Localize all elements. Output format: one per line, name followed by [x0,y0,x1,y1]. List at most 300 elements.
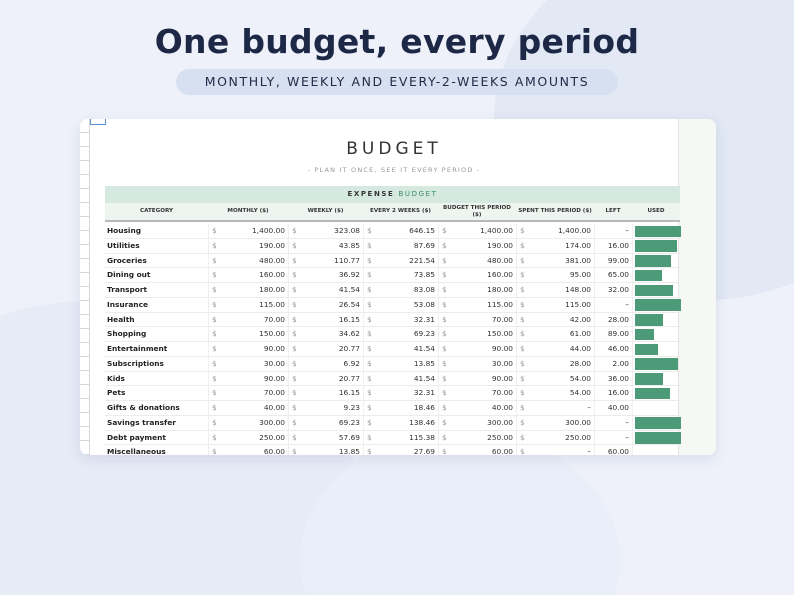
currency-symbol: $ [212,432,217,442]
left-cell[interactable]: 28.00 [594,313,632,327]
table-row[interactable] [105,386,680,401]
currency-symbol: $ [212,373,217,383]
amount-value: 70.00 [263,388,285,398]
used-cell[interactable] [632,298,680,312]
column-header[interactable]: USED [647,208,665,215]
currency-symbol: $ [442,255,447,265]
currency-symbol: $ [442,358,447,368]
used-progress-bar [635,358,678,370]
spent-period-cell[interactable] [516,431,594,445]
amount-value: 32.31 [413,314,435,324]
biweekly-cell[interactable] [363,357,438,371]
amount-value: 148.00 [565,285,591,294]
amount-value: 6.92 [343,358,360,368]
column-header[interactable]: EVERY 2 WEEKS ($) [370,208,431,215]
table-row[interactable] [105,313,680,328]
biweekly-cell[interactable] [363,431,438,445]
section-title-bold: EXPENSE [347,190,395,198]
amount-value: 300.00 [487,417,513,427]
currency-symbol: $ [292,240,297,250]
spent-period-cell[interactable] [516,268,594,282]
table-row[interactable] [105,283,680,298]
used-progress-bar [635,240,677,252]
spent-period-cell[interactable] [516,239,594,253]
amount-value: 60.00 [491,447,513,455]
amount-value: 1,400.00 [558,226,591,235]
amount-value: 115.38 [409,432,435,442]
used-progress-bar [635,255,671,267]
category-cell[interactable]: Transport [107,285,148,294]
left-cell[interactable]: 46.00 [594,342,632,356]
amount-value: 9.23 [343,403,360,412]
currency-symbol: $ [292,432,297,442]
currency-symbol: $ [212,314,217,324]
biweekly-cell[interactable] [363,342,438,356]
currency-symbol: $ [292,388,297,398]
left-cell[interactable]: – [594,416,632,430]
category-cell[interactable]: Subscriptions [107,358,164,368]
monthly-cell[interactable] [208,224,288,238]
amount-value: 480.00 [259,255,285,265]
budget-period-cell[interactable] [438,224,516,238]
budget-period-cell[interactable] [438,254,516,268]
currency-symbol: $ [367,329,372,339]
amount-value: 160.00 [259,270,285,280]
left-cell[interactable]: 99.00 [594,254,632,268]
monthly-cell[interactable] [208,416,288,430]
currency-symbol: $ [367,432,372,442]
spent-period-cell[interactable] [516,254,594,268]
category-cell[interactable]: Shopping [107,329,147,339]
category-cell[interactable]: Kids [107,373,125,383]
monthly-cell[interactable] [208,327,288,341]
table-row[interactable] [105,268,680,283]
currency-symbol: $ [292,373,297,383]
headline: One budget, every period [154,22,640,61]
left-cell[interactable]: – [594,224,632,238]
amount-value: 41.54 [413,344,435,353]
amount-value: 115.00 [487,299,513,309]
currency-symbol: $ [442,314,447,324]
biweekly-cell[interactable] [363,372,438,386]
weekly-cell[interactable] [288,239,363,253]
amount-value: 110.77 [334,255,360,265]
biweekly-cell[interactable] [363,224,438,238]
currency-symbol: $ [212,358,217,368]
amount-value: 73.85 [413,270,435,280]
amount-value: 160.00 [487,270,513,280]
amount-value: 16.15 [338,388,360,398]
amount-value: 180.00 [487,285,513,294]
spent-period-cell[interactable] [516,357,594,371]
budget-period-cell[interactable] [438,372,516,386]
amount-value: 20.77 [338,373,360,383]
category-cell[interactable]: Housing [107,226,142,235]
budget-period-cell[interactable] [438,327,516,341]
amount-value: 40.00 [263,403,285,412]
amount-value: 53.08 [413,299,435,309]
biweekly-cell[interactable] [363,327,438,341]
amount-value: 190.00 [487,240,513,250]
biweekly-cell[interactable] [363,313,438,327]
weekly-cell[interactable] [288,342,363,356]
used-cell[interactable] [632,416,680,430]
monthly-cell[interactable] [208,342,288,356]
table-row[interactable] [105,224,680,239]
monthly-cell[interactable] [208,445,288,455]
amount-value: 300.00 [259,417,285,427]
currency-symbol: $ [520,358,525,368]
used-progress-bar [635,432,681,444]
table-row[interactable] [105,416,680,431]
spent-period-cell[interactable] [516,342,594,356]
currency-symbol: $ [367,388,372,398]
used-cell[interactable] [632,445,680,455]
amount-value: 26.54 [338,299,360,309]
currency-symbol: $ [212,240,217,250]
currency-symbol: $ [520,329,525,339]
weekly-cell[interactable] [288,224,363,238]
biweekly-cell[interactable] [363,268,438,282]
currency-symbol: $ [442,240,447,250]
budget-period-cell[interactable] [438,298,516,312]
used-cell[interactable] [632,342,680,356]
amount-value: 190.00 [259,240,285,250]
weekly-cell[interactable] [288,327,363,341]
currency-symbol: $ [442,299,447,309]
monthly-cell[interactable] [208,357,288,371]
table-row[interactable] [105,342,680,357]
left-cell[interactable]: 65.00 [594,268,632,282]
spent-period-cell[interactable] [516,283,594,297]
spent-period-cell[interactable] [516,386,594,400]
amount-value: 18.46 [413,403,435,412]
table-row[interactable] [105,431,680,446]
category-cell[interactable]: Dining out [107,270,151,280]
currency-symbol: $ [292,285,297,294]
left-cell[interactable]: 32.00 [594,283,632,297]
table-row[interactable] [105,372,680,387]
amount-value: 27.69 [413,447,435,455]
category-cell[interactable]: Gifts & donations [107,403,180,412]
amount-value: 13.85 [338,447,360,455]
spent-period-cell[interactable] [516,401,594,415]
monthly-cell[interactable] [208,268,288,282]
amount-value: 54.00 [569,388,591,398]
weekly-cell[interactable] [288,298,363,312]
currency-symbol: $ [212,417,217,427]
used-cell[interactable] [632,386,680,400]
used-cell[interactable] [632,268,680,282]
used-cell[interactable] [632,254,680,268]
column-header[interactable]: BUDGET THIS PERIOD ($) [443,205,511,218]
amount-value: – [587,403,591,412]
amount-value: 87.69 [413,240,435,250]
currency-symbol: $ [212,285,217,294]
category-cell[interactable]: Pets [107,388,126,398]
spent-period-cell[interactable] [516,224,594,238]
currency-symbol: $ [367,299,372,309]
selected-cell[interactable] [90,119,106,125]
currency-symbol: $ [367,447,372,455]
budget-period-cell[interactable] [438,386,516,400]
column-header[interactable]: MONTHLY ($) [227,208,269,215]
currency-symbol: $ [520,285,525,294]
currency-symbol: $ [292,447,297,455]
amount-value: 70.00 [491,314,513,324]
currency-symbol: $ [520,240,525,250]
currency-symbol: $ [520,270,525,280]
used-progress-bar [635,344,658,356]
weekly-cell[interactable] [288,357,363,371]
currency-symbol: $ [442,373,447,383]
amount-value: 30.00 [263,358,285,368]
column-header[interactable]: CATEGORY [139,208,174,215]
left-cell[interactable]: 16.00 [594,386,632,400]
left-cell[interactable]: 60.00 [594,445,632,455]
table-row[interactable] [105,357,680,372]
used-progress-bar [635,314,663,326]
biweekly-cell[interactable] [363,401,438,415]
weekly-cell[interactable] [288,254,363,268]
currency-symbol: $ [292,299,297,309]
budget-period-cell[interactable] [438,313,516,327]
amount-value: 138.46 [409,417,435,427]
sheet-title: BUDGET [346,139,442,159]
amount-value: 44.00 [569,344,591,353]
currency-symbol: $ [520,388,525,398]
currency-symbol: $ [292,255,297,265]
currency-symbol: $ [367,240,372,250]
table-row[interactable] [105,401,680,416]
currency-symbol: $ [212,255,217,265]
budget-period-cell[interactable] [438,431,516,445]
monthly-cell[interactable] [208,431,288,445]
amount-value: 250.00 [565,432,591,442]
left-cell[interactable]: 2.00 [594,357,632,371]
monthly-cell[interactable] [208,313,288,327]
amount-value: 41.54 [413,373,435,383]
used-cell[interactable] [632,357,680,371]
amount-value: 115.00 [259,299,285,309]
category-cell[interactable]: Debt payment [107,432,166,442]
category-cell[interactable]: Groceries [107,255,147,265]
amount-value: 57.69 [338,432,360,442]
amount-value: 95.00 [569,270,591,280]
table-row[interactable] [105,298,680,313]
table-row[interactable] [105,254,680,269]
amount-value: – [587,447,591,455]
weekly-cell[interactable] [288,386,363,400]
amount-value: 16.15 [338,314,360,324]
currency-symbol: $ [212,344,217,353]
table-row[interactable] [105,445,680,455]
spreadsheet-window [80,119,716,455]
spent-period-cell[interactable] [516,416,594,430]
weekly-cell[interactable] [288,372,363,386]
used-cell[interactable] [632,283,680,297]
monthly-cell[interactable] [208,401,288,415]
column-header[interactable]: LEFT [605,208,621,215]
currency-symbol: $ [442,432,447,442]
used-progress-bar [635,373,663,385]
spent-period-cell[interactable] [516,327,594,341]
left-cell[interactable]: 40.00 [594,401,632,415]
currency-symbol: $ [292,314,297,324]
currency-symbol: $ [367,270,372,280]
monthly-cell[interactable] [208,254,288,268]
used-progress-bar [635,388,670,400]
amount-value: 90.00 [491,373,513,383]
currency-symbol: $ [212,329,217,339]
amount-value: 41.54 [338,285,360,294]
currency-symbol: $ [520,373,525,383]
biweekly-cell[interactable] [363,239,438,253]
weekly-cell[interactable] [288,445,363,455]
left-cell[interactable]: 36.00 [594,372,632,386]
biweekly-cell[interactable] [363,298,438,312]
category-cell[interactable]: Insurance [107,299,148,309]
currency-symbol: $ [520,226,525,235]
amount-value: 32.31 [413,388,435,398]
used-progress-bar [635,417,681,429]
biweekly-cell[interactable] [363,283,438,297]
biweekly-cell[interactable] [363,416,438,430]
left-cell[interactable]: 16.00 [594,239,632,253]
amount-value: 90.00 [491,344,513,353]
currency-symbol: $ [442,447,447,455]
table-row[interactable] [105,239,680,254]
spent-period-cell[interactable] [516,313,594,327]
currency-symbol: $ [442,403,447,412]
used-cell[interactable] [632,431,680,445]
amount-value: 115.00 [565,299,591,309]
monthly-cell[interactable] [208,239,288,253]
currency-symbol: $ [367,373,372,383]
weekly-cell[interactable] [288,313,363,327]
budget-period-cell[interactable] [438,401,516,415]
used-progress-bar [635,299,681,311]
currency-symbol: $ [520,432,525,442]
biweekly-cell[interactable] [363,445,438,455]
currency-symbol: $ [520,314,525,324]
amount-value: 40.00 [491,403,513,412]
budget-period-cell[interactable] [438,239,516,253]
amount-value: 180.00 [259,285,285,294]
currency-symbol: $ [520,299,525,309]
currency-symbol: $ [520,344,525,353]
used-progress-bar [635,270,662,282]
weekly-cell[interactable] [288,268,363,282]
left-cell[interactable]: 89.00 [594,327,632,341]
column-header[interactable]: WEEKLY ($) [307,208,344,215]
currency-symbol: $ [292,226,297,235]
currency-symbol: $ [367,226,372,235]
amount-value: 1,400.00 [480,226,513,235]
weekly-cell[interactable] [288,401,363,415]
amount-value: 60.00 [263,447,285,455]
category-cell[interactable]: Entertainment [107,344,168,353]
budget-period-cell[interactable] [438,283,516,297]
currency-symbol: $ [442,388,447,398]
budget-period-cell[interactable] [438,342,516,356]
amount-value: 70.00 [263,314,285,324]
weekly-cell[interactable] [288,283,363,297]
currency-symbol: $ [367,344,372,353]
category-cell[interactable]: Miscellaneous [107,447,166,455]
biweekly-cell[interactable] [363,254,438,268]
amount-value: 250.00 [487,432,513,442]
amount-value: 1,400.00 [252,226,285,235]
category-cell[interactable]: Utilities [107,240,140,250]
spent-period-cell[interactable] [516,445,594,455]
currency-symbol: $ [442,329,447,339]
budget-period-cell[interactable] [438,357,516,371]
amount-value: 323.08 [334,226,360,235]
currency-symbol: $ [212,270,217,280]
currency-symbol: $ [212,226,217,235]
amount-value: 69.23 [413,329,435,339]
monthly-cell[interactable] [208,283,288,297]
monthly-cell[interactable] [208,372,288,386]
used-cell[interactable] [632,401,680,415]
weekly-cell[interactable] [288,416,363,430]
amount-value: 13.85 [413,358,435,368]
column-header[interactable]: SPENT THIS PERIOD ($) [518,208,592,215]
currency-symbol: $ [442,285,447,294]
spent-period-cell[interactable] [516,372,594,386]
used-progress-bar [635,285,673,297]
used-progress-bar [635,226,681,238]
left-cell[interactable]: – [594,431,632,445]
budget-period-cell[interactable] [438,445,516,455]
category-cell[interactable]: Savings transfer [107,417,176,427]
monthly-cell[interactable] [208,386,288,400]
used-progress-bar [635,329,654,341]
amount-value: 174.00 [565,240,591,250]
weekly-cell[interactable] [288,431,363,445]
budget-period-cell[interactable] [438,416,516,430]
table-row[interactable] [105,327,680,342]
used-cell[interactable] [632,372,680,386]
biweekly-cell[interactable] [363,386,438,400]
currency-symbol: $ [520,417,525,427]
currency-symbol: $ [292,270,297,280]
subheadline-pill: MONTHLY, WEEKLY AND EVERY-2-WEEKS AMOUNTS [176,69,618,95]
left-cell[interactable]: – [594,298,632,312]
spent-period-cell[interactable] [516,298,594,312]
currency-symbol: $ [520,403,525,412]
currency-symbol: $ [442,417,447,427]
amount-value: 70.00 [491,388,513,398]
currency-symbol: $ [442,270,447,280]
currency-symbol: $ [367,358,372,368]
used-cell[interactable] [632,313,680,327]
currency-symbol: $ [367,255,372,265]
category-cell[interactable]: Health [107,314,135,324]
amount-value: 83.08 [413,285,435,294]
amount-value: 36.92 [338,270,360,280]
currency-symbol: $ [367,403,372,412]
budget-period-cell[interactable] [438,268,516,282]
amount-value: 69.23 [338,417,360,427]
used-cell[interactable] [632,224,680,238]
used-cell[interactable] [632,239,680,253]
used-cell[interactable] [632,327,680,341]
currency-symbol: $ [520,255,525,265]
monthly-cell[interactable] [208,298,288,312]
currency-symbol: $ [367,314,372,324]
